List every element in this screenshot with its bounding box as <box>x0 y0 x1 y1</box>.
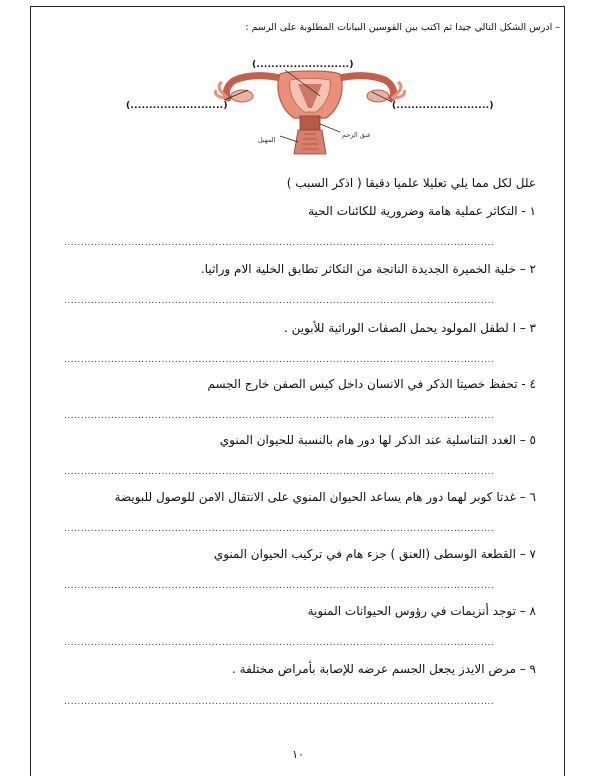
answer-line-5[interactable]: ................................................................................................................................ <box>64 467 495 477</box>
question-7: ٧ – القطعة الوسطى (العنق ) جزء هام في تركيب الحيوان المنوي <box>213 547 536 561</box>
answer-line-2[interactable]: ................................................................................................................................ <box>64 296 495 306</box>
cervix <box>300 116 320 130</box>
page-number: ١٠ <box>292 748 304 761</box>
question-3: ٣ – ا لطفل المولود يحمل الصفات الوراثية للأبوين . <box>284 321 536 335</box>
blank-label-right[interactable]: (.........................) <box>392 101 494 111</box>
instruction-text: – ادرس الشكل التالي جيدا ثم اكتب بين القوسين البيانات المطلوبة على الرسم : <box>245 22 560 33</box>
answer-line-3[interactable]: ................................................................................................................................ <box>64 355 495 365</box>
answer-line-8[interactable]: ................................................................................................................................ <box>64 638 495 648</box>
answer-line-1[interactable]: ................................................................................................................................ <box>64 238 495 248</box>
question-9: ٩ – مرض الايدز يجعل الجسم عرضه للإصابة بأمراض مختلفة . <box>232 662 536 676</box>
vagina <box>294 130 326 154</box>
answer-line-6[interactable]: ................................................................................................................................ <box>64 524 495 534</box>
section-title: علل لكل مما يلي تعليلا علميا دقيقا ( اذكر السبب ) <box>286 176 536 190</box>
answer-line-7[interactable]: ................................................................................................................................ <box>64 581 495 591</box>
question-5: ٥ – الغدد التناسلية عند الذكر لها دور هام بالنسبة للحيوان المنوي <box>219 433 536 447</box>
vagina-label: المهبل <box>258 136 276 144</box>
answer-line-9[interactable]: ................................................................................................................................ <box>64 697 495 707</box>
right-ovary <box>367 90 389 102</box>
blank-label-top[interactable]: (.........................) <box>252 60 354 70</box>
question-8: ٨ – توجد أنزيمات في رؤوس الحيوانات المنوية <box>307 604 536 618</box>
blank-label-left[interactable]: (.........................) <box>126 101 228 111</box>
question-6: ٦ – غدتا كوبر لهما دور هام يساعد الحيوان المنوي على الانتقال الامن للوصول للبويضة <box>114 490 536 504</box>
pointer-vagina <box>280 136 298 142</box>
question-1: ١ - التكاثر عملية هامة وضرورية للكائنات الحية <box>308 204 536 218</box>
pointer-cervix <box>320 124 340 132</box>
question-4: ٤ - تحفظ خصيتا الذكر في الانسان داخل كيس الصفن خارج الجسم <box>207 377 536 391</box>
question-2: ٢ – خلية الخميرة الجديدة الناتجة من التكاثر تطابق الخلية الام وراثيا. <box>200 262 536 276</box>
answer-line-4[interactable]: ................................................................................................................................ <box>64 411 495 421</box>
cervix-label: عنق الرحم <box>342 131 372 139</box>
